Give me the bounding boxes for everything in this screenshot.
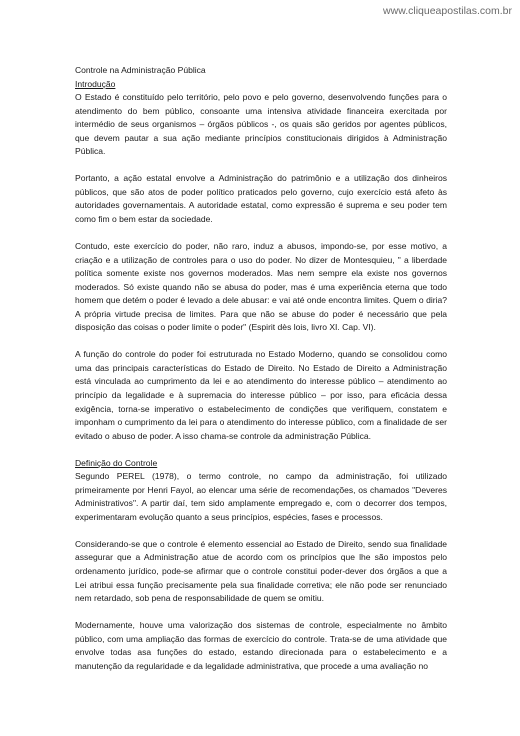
paragraph: Considerando-se que o controle é elemento essencial ao Estado de Direito, sendo sua finalidade assegurar que a Administração atue de acordo com os princípios que lhe são impostos pelo ordenamento jurídico, pode-se afirmar que o controle constitui poder-dever dos órgãos a que a Lei atribui essa função precisamente pela sua finalidade corretiva; ele não pode ser renunciado nem retardado, sob pena de responsabilidade de quem se omitiu. <box>75 538 447 604</box>
paragraph: Contudo, este exercício do poder, não raro, induz a abusos, impondo-se, por esse motivo, a criação e a utilização de controles para o uso do poder. No dizer de Montesquieu, " a liberdade política somente existe nos governos moderados. Mas nem sempre ela existe nos governos moderados. Só existe quando não se abusa do poder, mas é uma experiência eterna que todo homem que detém o poder é levado a dele abusar: e vai até onde encontra limites. Quem o diria? A própria virtude precisa de limites. Para que não se abuse do poder é necessário que pela disposição das coisas o poder limite o poder" (Espirit dès lois, livro XI. Cap. VI). <box>75 241 447 333</box>
site-url: www.cliqueapostilas.com.br <box>383 5 512 17</box>
section-heading-definicao: Definição do Controle <box>75 457 158 468</box>
document-body <box>75 64 447 673</box>
paragraph: Modernamente, houve uma valorização dos sistemas de controle, especialmente no âmbito público, com uma ampliação das formas de exercício do controle. Trata-se de uma atividade que envolve todas asa funções do estado, estando direcionada para o estabelecimento e a manutenção da regularidade e da legalidade administrativa, que procede a uma avaliação no <box>75 620 447 671</box>
paragraph: O Estado é constituído pelo território, pelo povo e pelo governo, desenvolvendo funções para o atendimento do bem público, consoante uma intensiva atividade financeira exercitada por intermédio de seus organismos – órgãos públicos -, os quais são geridos por agentes públicos, que devem pautar a sua ação mediante princípios constitucionais dirigidos à Administração Pública. <box>75 92 447 157</box>
document-title: Controle na Administração Pública <box>75 65 206 75</box>
paragraph: Portanto, a ação estatal envolve a Administração do patrimônio e a utilização dos dinheiros públicos, que são atos de poder político praticados pelo governo, cujo exercício está afeto às autoridades governamentais. A autoridade estatal, como expressão é suprema e seu poder tem como fim o bem estar da sociedade. <box>75 173 447 224</box>
paragraph: A função do controle do poder foi estruturada no Estado Moderno, quando se consolidou como uma das principais características do Estado de Direito. No Estado de Direito a Administração está vinculada ao cumprimento da lei e ao atendimento do interesse público – atendimento ao princípio da legalidade e à supremacia do interesse público – por isso, para eficácia dessa exigência, torna-se imperativo o estabelecimento de condições que verifiquem, constatem e imponham o cumprimento da lei para o atendimento do interesse público, com a finalidade de ser evitado o abuso de poder. A isso chama-se controle da administração Pública. <box>75 349 447 441</box>
section-heading-introducao: Introdução <box>75 78 116 89</box>
paragraph: Segundo PEREL (1978), o termo controle, no campo da administração, foi utilizado primeiramente por Henri Fayol, ao elencar uma série de recomendações, os chamados "Deveres Administrativos". A partir daí, tem sido amplamente empregado e, com o decorrer dos tempos, experimentaram evolução quanto a seus princípios, espécies, fases e processos. <box>75 471 447 522</box>
